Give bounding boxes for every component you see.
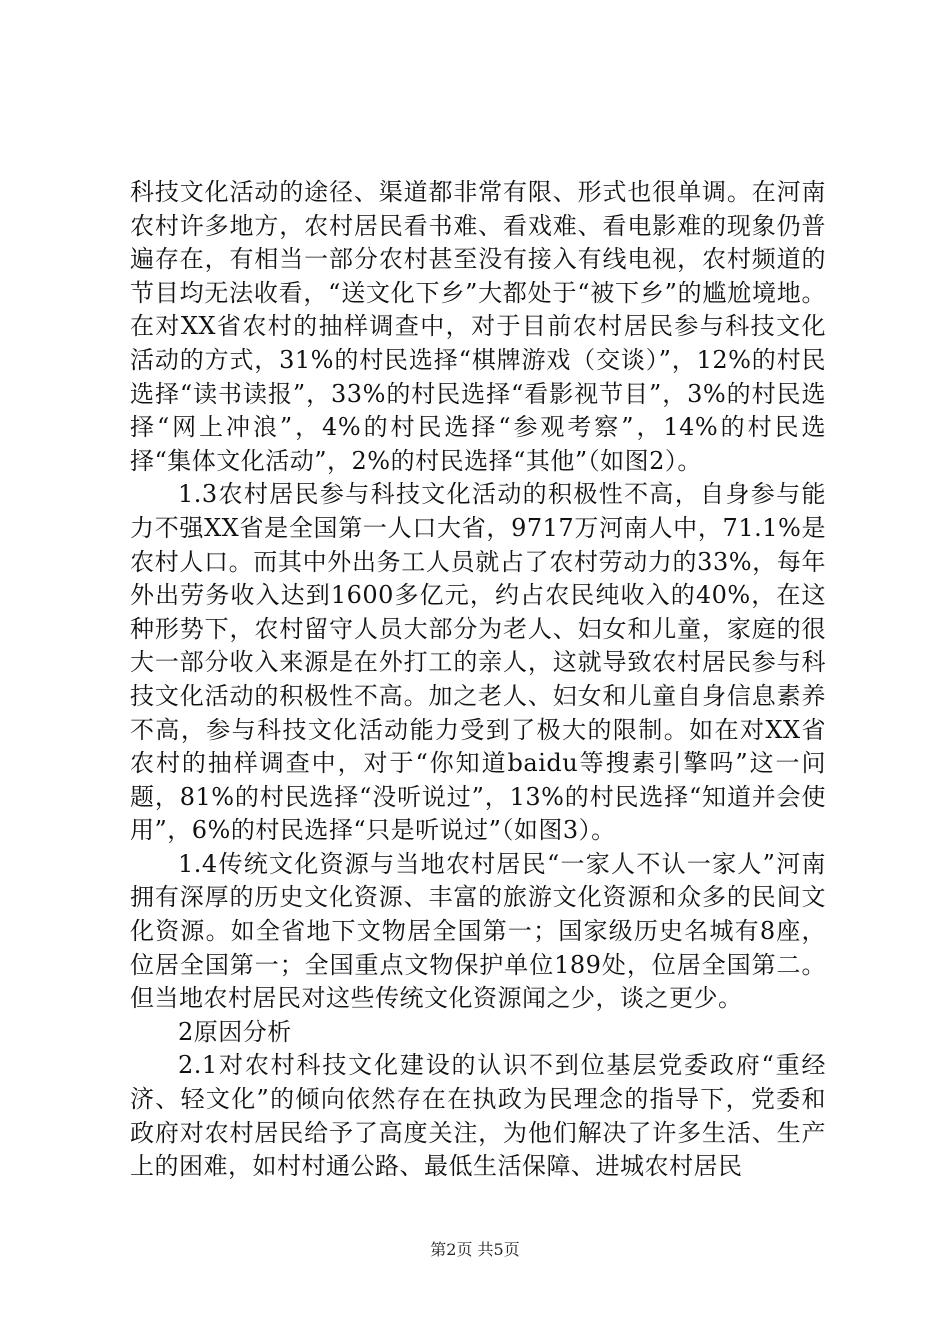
- paragraph-3: 1.4传统文化资源与当地农村居民“一家人不认一家人”河南拥有深厚的历史文化资源、丰富的旅游文化资源和众多的民间文化资源。如全省地下文物居全国第一；国家级历史名城有8座，位居全国第一；全国重点文物保护单位189处，位居全国第二。但当地农村居民对这些传统文化资源闻之少，谈之更少。: [130, 849, 826, 1013]
- paragraph-4: 2.1对农村科技文化建设的认识不到位基层党委政府“重经济、轻文化”的倾向依然存在在执政为民理念的指导下，党委和政府对农村居民给予了高度关注，为他们解决了许多生活、生产上的困难，如村村通公路、最低生活保障、进城农村居民: [130, 1051, 826, 1181]
- section-heading: 2原因分析: [178, 1017, 292, 1046]
- paragraph-2: 1.3农村居民参与科技文化活动的积极性不高，自身参与能力不强XX省是全国第一人口大省，9717万河南人中，71.1%是农村人口。而其中外出务工人员就占了农村劳动力的33%，每年外出劳务收入达到1600多亿元，约占农民纯收入的40%，在这种形势下，农村留守人员大部分为老人、妇女和儿童，家庭的很大一部分收入来源是在外打工的亲人，这就导致农村居民参与科技文化活动的积极性不高。加之老人、妇女和儿童自身信息素养不高，参与科技文化活动能力受到了极大的限制。如在对XX省农村的抽样调查中，对于“你知道baidu等搜素引擎吗”这一问题，81%的村民选择“没听说过”，13%的村民选择“知道并会使用”，6%的村民选择“只是听说过”（如图3）。: [130, 480, 826, 845]
- paragraph-1: 科技文化活动的途径、渠道都非常有限、形式也很单调。在河南农村许多地方，农村居民看书难、看戏难、看电影难的现象仍普遍存在，有相当一部分农村甚至没有接入有线电视，农村频道的节目均无法收看，“送文化下乡”大都处于“被下乡”的尴尬境地。在对XX省农村的抽样调查中，对于目前农村居民参与科技文化活动的方式，31%的村民选择“棋牌游戏（交谈）”，12%的村民选择“读书读报”，33%的村民选择“看影视节目”，3%的村民选择“网上冲浪”，4%的村民选择“参观考察”，14%的村民选择“集体文化活动”，2%的村民选择“其他”（如图2）。: [130, 178, 826, 475]
- body-text: [130, 176, 826, 1184]
- page-footer: 第2页 共5页: [430, 1240, 520, 1259]
